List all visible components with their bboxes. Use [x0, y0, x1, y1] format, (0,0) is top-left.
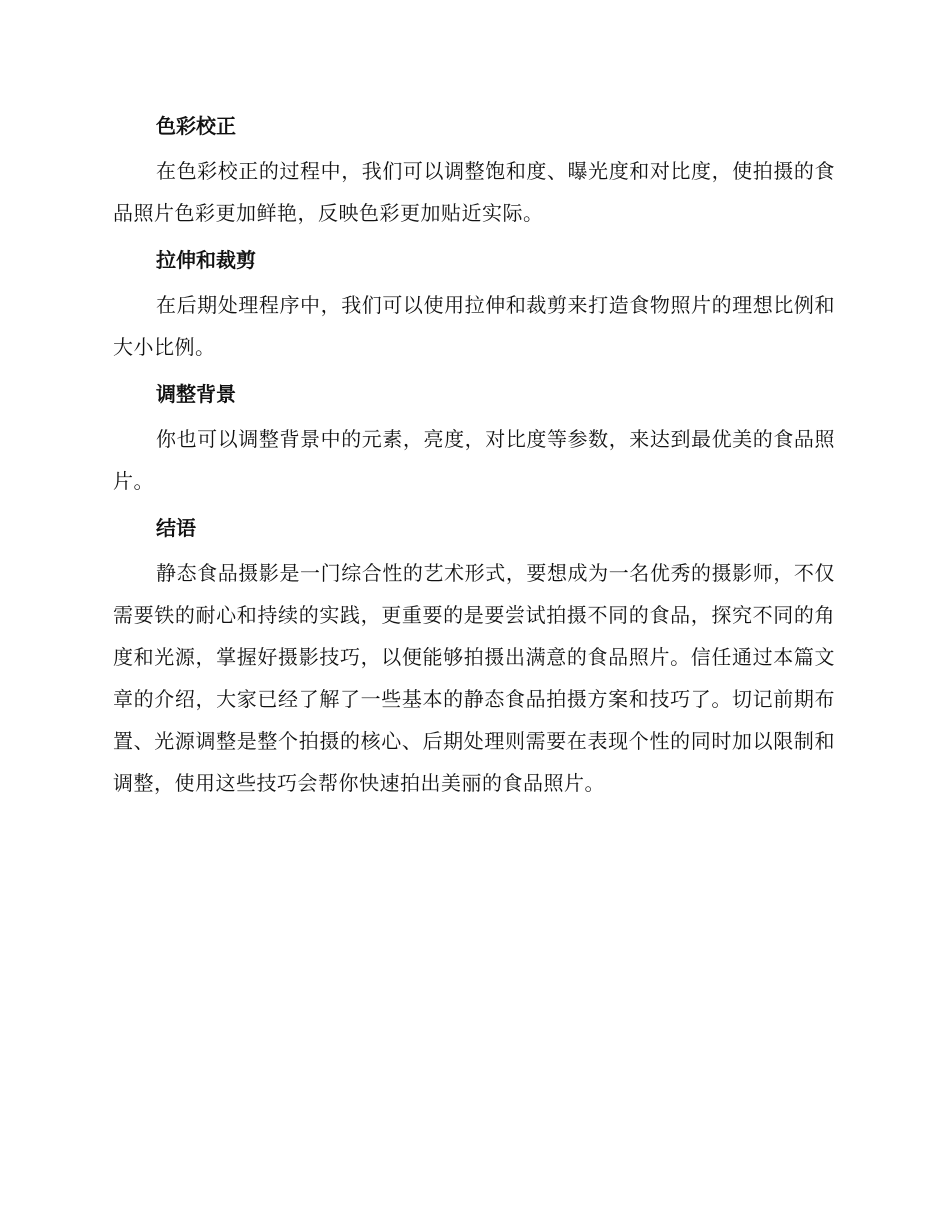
section-paragraph: 在色彩校正的过程中，我们可以调整饱和度、曝光度和对比度，使拍摄的食品照片色彩更加鲜艳，反映色彩更加贴近实际。	[113, 159, 835, 225]
section-conclusion	[113, 506, 835, 804]
section-heading: 色彩校正	[156, 114, 236, 138]
section-stretch-crop	[113, 238, 835, 368]
section-adjust-background	[113, 372, 835, 502]
section-paragraph: 你也可以调整背景中的元素，亮度，对比度等参数，来达到最优美的食品照片。	[113, 427, 835, 493]
document-body	[113, 104, 835, 808]
section-color-correction	[113, 104, 835, 234]
section-heading: 结语	[156, 516, 196, 540]
section-paragraph: 在后期处理程序中，我们可以使用拉伸和裁剪来打造食物照片的理想比例和大小比例。	[113, 293, 835, 359]
section-paragraph: 静态食品摄影是一门综合性的艺术形式，要想成为一名优秀的摄影师，不仅需要铁的耐心和持续的实践，更重要的是要尝试拍摄不同的食品，探究不同的角度和光源，掌握好摄影技巧，以便能够拍摄出满意的食品照片。信任通过本篇文章的介绍，大家已经了解了一些基本的静态食品拍摄方案和技巧了。切记前期布置、光源调整是整个拍摄的核心、后期处理则需要在表现个性的同时加以限制和调整，使用这些技巧会帮你快速拍出美丽的食品照片。	[113, 561, 835, 795]
section-heading: 拉伸和裁剪	[156, 248, 256, 272]
section-heading: 调整背景	[156, 382, 236, 406]
